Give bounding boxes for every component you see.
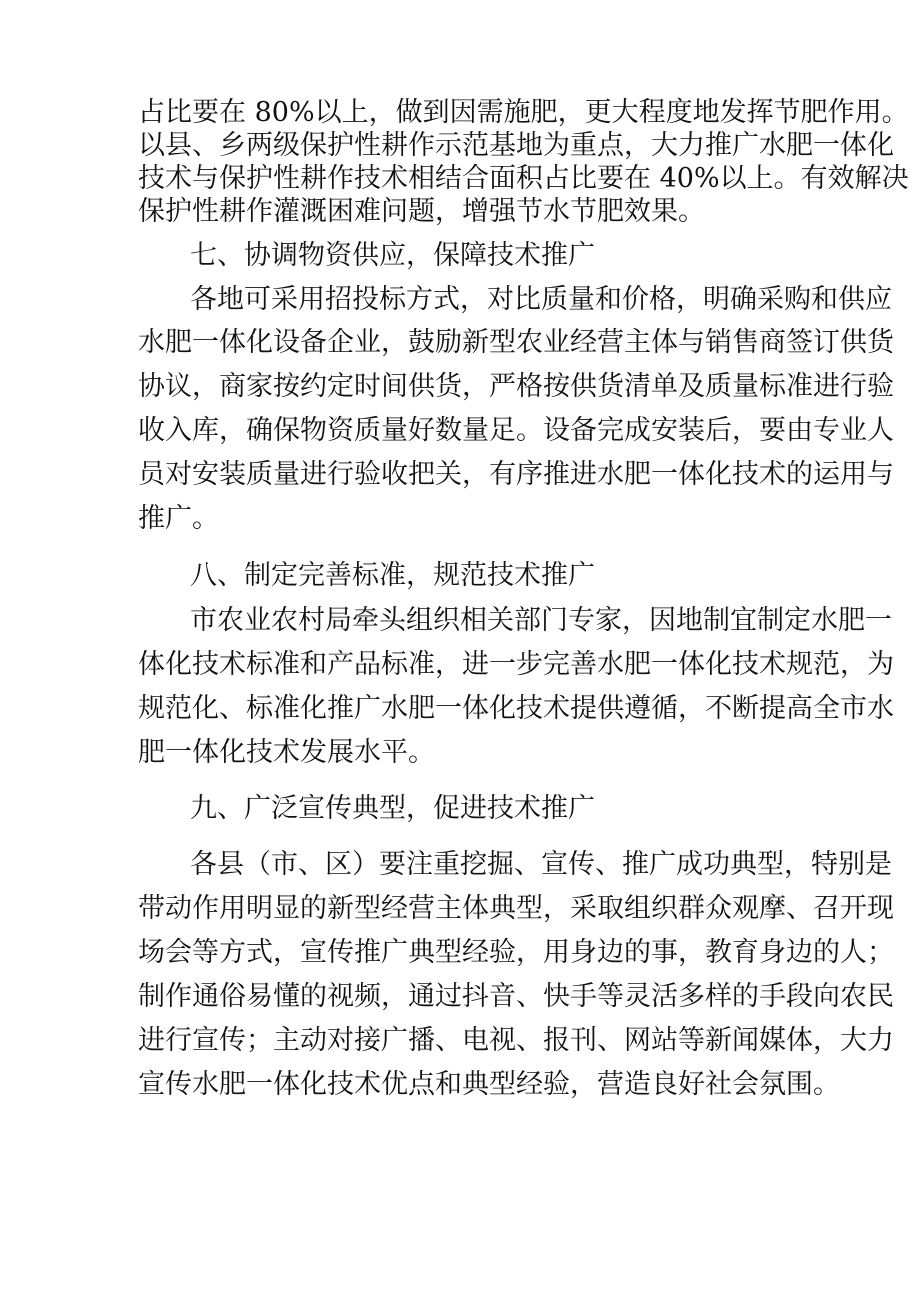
paragraph-line: 推广。 (138, 503, 219, 534)
section-heading: 九、广泛宣传典型，促进技术推广 (190, 793, 595, 824)
paragraph-line: 员对安装质量进行验收把关，有序推进水肥一体化技术的运用与 (138, 459, 894, 490)
paragraph-line: 进行宣传；主动对接广播、电视、报刊、网站等新闻媒体，大力 (138, 1025, 894, 1056)
paragraph-line: 各地可采用招投标方式，对比质量和价格，明确采购和供应 (190, 284, 892, 315)
paragraph-line: 规范化、标准化推广水肥一体化技术提供遵循，不断提高全市水 (138, 693, 894, 724)
section-heading: 七、协调物资供应，保障技术推广 (190, 240, 595, 271)
section-heading: 八、制定完善标准，规范技术推广 (190, 560, 595, 591)
paragraph-line: 保护性耕作灌溉困难问题，增强节水节肥效果。 (138, 196, 705, 227)
paragraph-line: 各县（市、区）要注重挖掘、宣传、推广成功典型，特别是 (190, 849, 892, 880)
paragraph-line: 宣传水肥一体化技术优点和典型经验，营造良好社会氛围。 (138, 1069, 840, 1100)
paragraph-line: 体化技术标准和产品标准，进一步完善水肥一体化技术规范，为 (138, 649, 894, 680)
paragraph-line: 肥一体化技术发展水平。 (138, 737, 435, 768)
paragraph-line: 带动作用明显的新型经营主体典型，采取组织群众观摩、召开现 (138, 893, 894, 924)
paragraph-line: 水肥一体化设备企业，鼓励新型农业经营主体与销售商签订供货 (138, 327, 894, 358)
paragraph-line: 制作通俗易懂的视频，通过抖音、快手等灵活多样的手段向农民 (138, 981, 894, 1012)
paragraph-line: 收入库，确保物资质量好数量足。设备完成安装后，要由专业人 (138, 415, 894, 446)
paragraph-line: 协议，商家按约定时间供货，严格按供货清单及质量标准进行验 (138, 371, 894, 402)
paragraph-line: 以县、乡两级保护性耕作示范基地为重点，大力推广水肥一体化 (138, 130, 894, 161)
paragraph-line: 占比要在 80%以上，做到因需施肥，更大程度地发挥节肥作用。 (138, 97, 909, 128)
paragraph-line: 市农业农村局牵头组织相关部门专家，因地制宜制定水肥一 (190, 605, 892, 636)
paragraph-line: 场会等方式，宣传推广典型经验，用身边的事，教育身边的人； (138, 937, 894, 968)
paragraph-line: 技术与保护性耕作技术相结合面积占比要在 40%以上。有效解决 (138, 163, 909, 194)
